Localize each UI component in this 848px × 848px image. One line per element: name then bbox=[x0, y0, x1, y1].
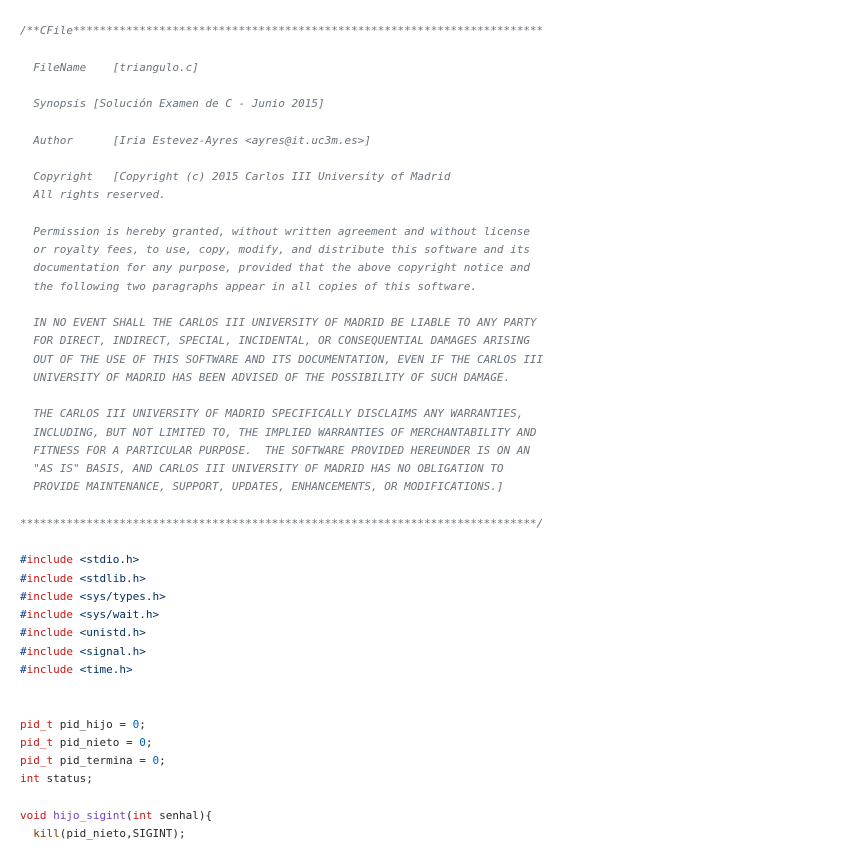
comment-line: Author [Iria Estevez-Ayres <ayres@it.uc3m.es>] bbox=[20, 133, 371, 147]
param-type: int bbox=[132, 808, 153, 822]
directive-hash: # bbox=[20, 662, 27, 676]
directive-hash: # bbox=[20, 589, 27, 603]
comment-line: documentation for any purpose, provided that the above copyright notice and bbox=[20, 261, 530, 275]
directive-hash: # bbox=[20, 626, 27, 640]
comment-line: OUT OF THE USE OF THIS SOFTWARE AND ITS DOCUMENTATION, EVEN IF THE CARLOS III bbox=[20, 352, 544, 366]
include-line bbox=[20, 606, 840, 624]
paren-open: ( bbox=[125, 808, 133, 822]
indent bbox=[20, 827, 33, 840]
comment-line: IN NO EVENT SHALL THE CARLOS III UNIVERSITY OF MADRID BE LIABLE TO ANY PARTY bbox=[20, 316, 537, 329]
function-body-line bbox=[20, 825, 840, 843]
comment-line bbox=[20, 40, 840, 58]
directive-keyword: include bbox=[26, 644, 73, 658]
declaration-line bbox=[20, 716, 840, 734]
comment-line bbox=[20, 497, 840, 515]
comment-line: INCLUDING, BUT NOT LIMITED TO, THE IMPLIED WARRANTIES OF MERCHANTABILITY AND bbox=[20, 425, 537, 439]
declaration-rest: pid_termina = bbox=[53, 754, 153, 767]
header-file: <time.h> bbox=[79, 662, 133, 676]
declaration-line bbox=[20, 734, 840, 752]
param-rest: senhal){ bbox=[152, 808, 213, 822]
code-editor bbox=[20, 22, 840, 843]
header-file: <signal.h> bbox=[79, 644, 146, 658]
comment-line: Synopsis [Solución Examen de C - Junio 2015] bbox=[20, 97, 325, 110]
semicolon: ; bbox=[139, 717, 146, 731]
comment-line: THE CARLOS III UNIVERSITY OF MADRID SPECIFICALLY DISCLAIMS ANY WARRANTIES, bbox=[20, 407, 524, 421]
header-file: <sys/types.h> bbox=[79, 589, 166, 603]
comment-line bbox=[20, 387, 840, 405]
blank-line bbox=[20, 789, 840, 807]
directive-keyword: include bbox=[26, 626, 73, 640]
include-line bbox=[20, 588, 840, 606]
header-file: <stdlib.h> bbox=[79, 571, 146, 585]
type-name: int bbox=[20, 772, 40, 786]
semicolon: ; bbox=[145, 735, 153, 749]
include-line bbox=[20, 661, 840, 679]
include-line bbox=[20, 624, 840, 642]
header-comment-block bbox=[20, 22, 840, 533]
type-name: pid_t bbox=[20, 735, 54, 749]
directive-keyword: include bbox=[26, 571, 73, 585]
header-file: <unistd.h> bbox=[79, 626, 146, 640]
include-line bbox=[20, 570, 840, 588]
call-name: kill bbox=[33, 827, 60, 840]
comment-line: All rights reserved. bbox=[20, 188, 166, 202]
comment-line: FITNESS FOR A PARTICULAR PURPOSE. THE SOFTWARE PROVIDED HEREUNDER IS ON AN bbox=[20, 443, 530, 457]
function-signature bbox=[20, 807, 840, 825]
comment-line: ******************************************************************************/ bbox=[20, 516, 544, 530]
declaration-line bbox=[20, 752, 840, 770]
header-file: <sys/wait.h> bbox=[79, 608, 160, 621]
blank-line bbox=[20, 533, 840, 551]
declaration-rest: pid_nieto = bbox=[53, 735, 140, 749]
directive-hash: # bbox=[20, 644, 27, 658]
comment-line bbox=[20, 77, 840, 95]
comment-line: FOR DIRECT, INDIRECT, SPECIAL, INCIDENTAL, OR CONSEQUENTIAL DAMAGES ARISING bbox=[20, 334, 530, 348]
comment-line bbox=[20, 150, 840, 168]
declaration-rest: status; bbox=[39, 772, 93, 786]
declaration-line bbox=[20, 770, 840, 788]
number-literal: 0 bbox=[139, 735, 146, 749]
comment-line: or royalty fees, to use, copy, modify, and distribute this software and its bbox=[20, 243, 530, 256]
comment-line bbox=[20, 113, 840, 131]
semicolon: ; bbox=[159, 754, 166, 767]
include-line bbox=[20, 643, 840, 661]
comment-line: Copyright [Copyright (c) 2015 Carlos III University of Madrid bbox=[20, 170, 451, 183]
call-args: (pid_nieto,SIGINT); bbox=[59, 827, 186, 840]
type-name: pid_t bbox=[20, 754, 54, 767]
directive-keyword: include bbox=[26, 662, 73, 676]
directive-hash: # bbox=[20, 571, 27, 585]
comment-line bbox=[20, 296, 840, 314]
global-declarations bbox=[20, 716, 840, 789]
comment-line: UNIVERSITY OF MADRID HAS BEEN ADVISED OF THE POSSIBILITY OF SUCH DAMAGE. bbox=[20, 370, 511, 384]
comment-line: FileName [triangulo.c] bbox=[20, 60, 199, 74]
blank-line bbox=[20, 697, 840, 715]
blank-line bbox=[20, 679, 840, 697]
directive-keyword: include bbox=[26, 589, 73, 603]
include-line bbox=[20, 551, 840, 569]
comment-line: Permission is hereby granted, without written agreement and without license bbox=[20, 224, 530, 238]
include-directives bbox=[20, 551, 840, 679]
number-literal: 0 bbox=[132, 717, 140, 731]
type-name: pid_t bbox=[20, 717, 54, 731]
comment-line bbox=[20, 205, 840, 223]
return-type: void bbox=[20, 808, 47, 822]
declaration-rest: pid_hijo = bbox=[53, 717, 133, 731]
directive-hash: # bbox=[20, 608, 27, 621]
number-literal: 0 bbox=[152, 754, 160, 767]
comment-line: PROVIDE MAINTENANCE, SUPPORT, UPDATES, ENHANCEMENTS, OR MODIFICATIONS.] bbox=[20, 480, 504, 494]
function-name: hijo_sigint bbox=[53, 808, 126, 822]
header-file: <stdio.h> bbox=[79, 553, 140, 567]
directive-keyword: include bbox=[26, 608, 73, 621]
directive-keyword: include bbox=[26, 553, 73, 567]
directive-hash: # bbox=[20, 553, 27, 567]
comment-line: the following two paragraphs appear in all copies of this software. bbox=[20, 279, 477, 293]
comment-line: "AS IS" BASIS, AND CARLOS III UNIVERSITY OF MADRID HAS NO OBLIGATION TO bbox=[20, 462, 504, 475]
comment-line: /**CFile*********************************************************************** bbox=[20, 24, 544, 37]
